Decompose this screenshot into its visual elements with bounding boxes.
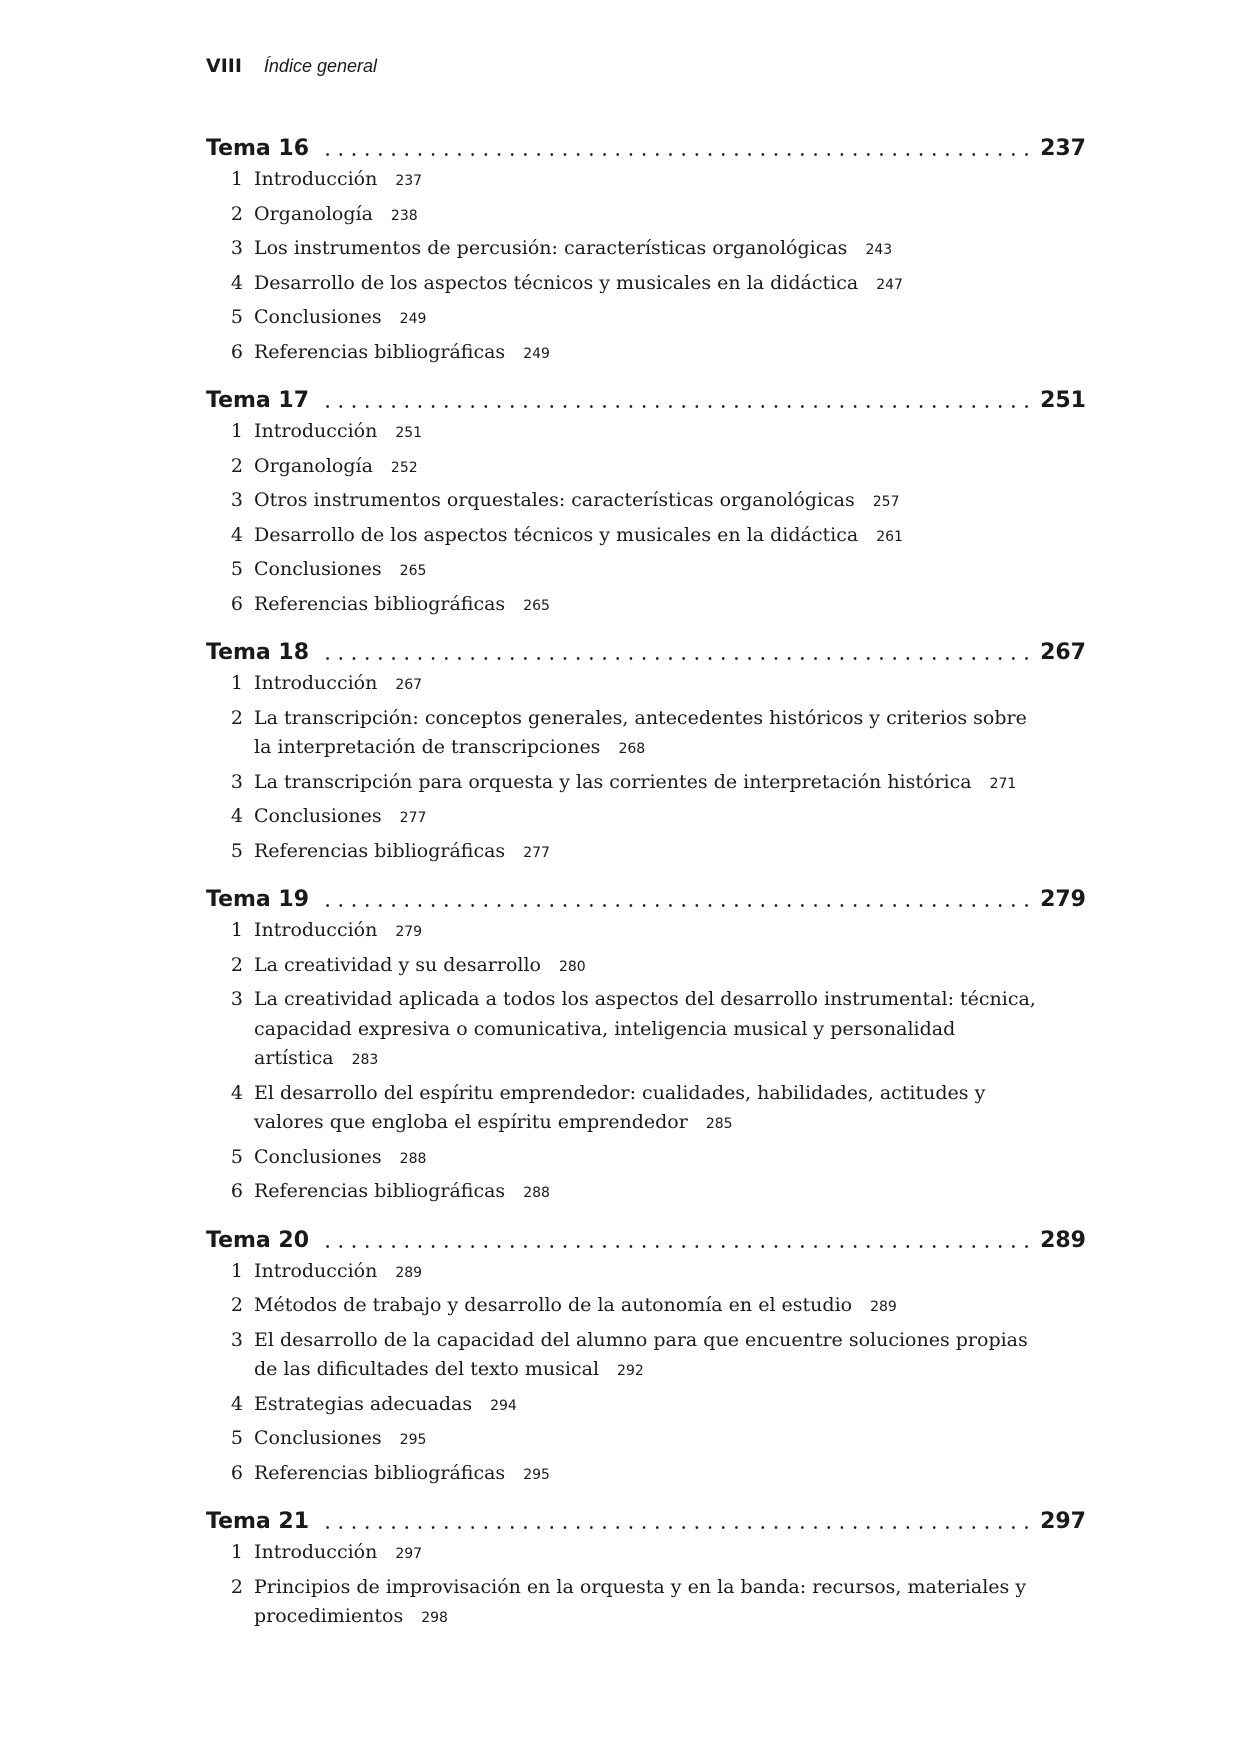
entry-page-number: 289 xyxy=(870,1299,897,1315)
entry-title: Introducción xyxy=(254,1259,378,1282)
toc-entry[interactable] xyxy=(206,1538,1086,1570)
entry-body xyxy=(254,802,1044,834)
tema-section xyxy=(206,135,1086,369)
entry-page-number: 249 xyxy=(523,345,550,362)
entry-body xyxy=(254,234,1044,266)
toc-entry[interactable] xyxy=(206,486,1086,518)
entry-list xyxy=(206,916,1086,1209)
toc-entry[interactable] xyxy=(206,234,1086,266)
entry-body xyxy=(254,417,1044,449)
toc-entry[interactable] xyxy=(206,1326,1086,1387)
entry-number: 5 xyxy=(230,1145,243,1168)
entry-page-number: 243 xyxy=(865,242,893,258)
entry-page-number: 238 xyxy=(390,207,418,224)
entry-number: 3 xyxy=(230,489,243,511)
entry-number: 2 xyxy=(230,953,243,976)
toc-entry[interactable] xyxy=(206,1177,1086,1209)
toc-entry[interactable] xyxy=(206,452,1086,484)
tema-page-number: 297 xyxy=(1040,1509,1086,1534)
entry-title: Los instrumentos de percusión: características organológicas xyxy=(254,237,848,259)
toc-entry[interactable] xyxy=(206,1390,1086,1422)
entry-title: La transcripción: conceptos generales, antecedentes históricos y criterios sobre la interpretación de transcripciones xyxy=(254,706,1027,758)
toc-entry[interactable] xyxy=(206,802,1086,834)
entry-title: Referencias bibliográficas xyxy=(254,1180,506,1202)
toc-entry[interactable] xyxy=(206,916,1086,948)
entry-page-number: 292 xyxy=(617,1363,644,1379)
entry-list xyxy=(206,1257,1086,1491)
entry-page-number: 294 xyxy=(490,1397,517,1414)
entry-body xyxy=(254,1390,1044,1422)
tema-heading[interactable] xyxy=(206,1508,1086,1538)
toc-entry[interactable] xyxy=(206,590,1086,622)
toc-entry[interactable] xyxy=(206,951,1086,983)
entry-number: 2 xyxy=(230,1575,243,1598)
entry-title: Desarrollo de los aspectos técnicos y musicales en la didáctica xyxy=(254,271,859,294)
toc-entry[interactable] xyxy=(206,1143,1086,1175)
entry-page-number: 249 xyxy=(399,311,427,327)
entry-number: 2 xyxy=(230,202,243,225)
entry-page-number: 279 xyxy=(395,924,423,940)
entry-title: La creatividad y su desarrollo xyxy=(254,953,541,976)
entry-number: 2 xyxy=(230,1294,243,1316)
entry-number: 1 xyxy=(230,1259,243,1282)
entry-list xyxy=(206,165,1086,369)
entry-number: 6 xyxy=(230,592,243,615)
toc-entry[interactable] xyxy=(206,768,1086,800)
entry-title: Conclusiones xyxy=(254,558,382,580)
entry-title: Organología xyxy=(254,454,373,477)
tema-page-number: 251 xyxy=(1040,388,1086,413)
entry-number: 4 xyxy=(230,1081,243,1104)
running-head xyxy=(206,55,1086,95)
tema-heading[interactable] xyxy=(206,639,1086,669)
entry-body xyxy=(254,521,1044,553)
entry-list xyxy=(206,669,1086,868)
entry-number: 1 xyxy=(230,1541,243,1563)
entry-title: Otros instrumentos orquestales: características organológicas xyxy=(254,489,855,511)
entry-page-number: 252 xyxy=(390,459,418,476)
entry-page-number: 277 xyxy=(523,844,550,861)
toc-page xyxy=(206,55,1086,1652)
entry-number: 5 xyxy=(230,1427,243,1449)
entry-title: Conclusiones xyxy=(254,306,382,328)
entry-number: 4 xyxy=(230,271,243,294)
entry-title: El desarrollo del espíritu emprendedor: cualidades, habilidades, actitudes y valores que engloba el espíritu emprendedor xyxy=(254,1081,986,1133)
toc-entry[interactable] xyxy=(206,269,1086,301)
entry-page-number: 295 xyxy=(523,1466,550,1483)
entry-body xyxy=(254,303,1044,335)
toc-entry[interactable] xyxy=(206,1459,1086,1491)
entry-title: Métodos de trabajo y desarrollo de la autonomía en el estudio xyxy=(254,1294,853,1316)
tema-heading[interactable] xyxy=(206,387,1086,417)
tema-label: Tema 19 xyxy=(206,887,310,912)
entry-page-number: 285 xyxy=(705,1116,733,1132)
entry-page-number: 265 xyxy=(399,563,427,579)
entry-page-number: 298 xyxy=(421,1610,448,1626)
toc-entry[interactable] xyxy=(206,1424,1086,1456)
entry-body xyxy=(254,916,1044,948)
entry-page-number: 283 xyxy=(351,1052,379,1068)
toc-entry[interactable] xyxy=(206,704,1086,765)
entry-body xyxy=(254,1459,1044,1491)
entry-title: Introducción xyxy=(254,420,378,442)
tema-label: Tema 17 xyxy=(206,388,310,413)
entry-body xyxy=(254,837,1044,869)
entry-title: Introducción xyxy=(254,919,378,941)
entry-page-number: 277 xyxy=(399,810,427,826)
entry-number: 5 xyxy=(230,839,243,862)
running-head-title: Índice general xyxy=(263,56,378,76)
toc-entry[interactable] xyxy=(206,1573,1086,1634)
entry-page-number: 271 xyxy=(989,775,1017,792)
entry-body xyxy=(254,1257,1044,1289)
entry-body xyxy=(254,269,1044,301)
tema-section xyxy=(206,639,1086,868)
entry-body xyxy=(254,452,1044,484)
entry-page-number: 268 xyxy=(618,741,646,757)
entry-title: La creatividad aplicada a todos los aspectos del desarrollo instrumental: técnica, capacidad expresiva o comunicativa, inteligencia musical y personalidad artística xyxy=(254,988,1036,1069)
entry-number: 6 xyxy=(230,1461,243,1484)
entry-number: 3 xyxy=(230,237,243,259)
entry-body xyxy=(254,200,1044,232)
entry-number: 5 xyxy=(230,306,243,328)
entry-title: Conclusiones xyxy=(254,805,382,827)
entry-number: 4 xyxy=(230,805,243,827)
dot-leader xyxy=(321,1512,1028,1532)
dot-leader xyxy=(321,1231,1028,1251)
entry-body xyxy=(254,985,1044,1076)
tema-page-number: 237 xyxy=(1040,136,1086,161)
tema-label: Tema 21 xyxy=(206,1509,310,1534)
entry-number: 1 xyxy=(230,672,243,694)
entry-title: Referencias bibliográficas xyxy=(254,1461,506,1484)
toc-entry[interactable] xyxy=(206,985,1086,1076)
tema-heading[interactable] xyxy=(206,1227,1086,1257)
page-folio: VIII xyxy=(206,55,242,77)
dot-leader xyxy=(321,643,1028,663)
toc-entry[interactable] xyxy=(206,837,1086,869)
entry-page-number: 247 xyxy=(876,276,903,293)
entry-number: 2 xyxy=(230,454,243,477)
tema-section xyxy=(206,387,1086,621)
entry-number: 2 xyxy=(230,706,243,729)
toc-entry[interactable] xyxy=(206,1257,1086,1289)
entry-body xyxy=(254,768,1044,800)
entry-title: Referencias bibliográficas xyxy=(254,839,506,862)
entry-title: Desarrollo de los aspectos técnicos y musicales en la didáctica xyxy=(254,523,859,546)
table-of-contents xyxy=(206,135,1086,1634)
entry-body xyxy=(254,1424,1044,1456)
entry-number: 1 xyxy=(230,919,243,941)
entry-body xyxy=(254,338,1044,370)
entry-title: La transcripción para orquesta y las corrientes de interpretación histórica xyxy=(254,770,972,793)
toc-entry[interactable] xyxy=(206,555,1086,587)
tema-page-number: 279 xyxy=(1040,887,1086,912)
dot-leader xyxy=(321,391,1028,411)
tema-page-number: 289 xyxy=(1040,1227,1086,1253)
toc-entry[interactable] xyxy=(206,417,1086,449)
entry-body xyxy=(254,1177,1044,1209)
entry-page-number: 280 xyxy=(558,958,586,975)
entry-page-number: 297 xyxy=(395,1546,423,1562)
toc-entry[interactable] xyxy=(206,521,1086,553)
entry-page-number: 237 xyxy=(395,173,423,189)
entry-page-number: 288 xyxy=(523,1185,550,1201)
entry-title: Referencias bibliográficas xyxy=(254,592,506,615)
entry-body xyxy=(254,1573,1044,1634)
tema-heading[interactable] xyxy=(206,886,1086,916)
entry-number: 5 xyxy=(230,558,243,580)
entry-title: Introducción xyxy=(254,672,378,694)
entry-body xyxy=(254,704,1044,765)
entry-body xyxy=(254,165,1044,197)
tema-section xyxy=(206,886,1086,1209)
entry-number: 1 xyxy=(230,420,243,442)
entry-page-number: 261 xyxy=(876,528,903,545)
toc-entry[interactable] xyxy=(206,338,1086,370)
tema-label: Tema 18 xyxy=(206,640,310,665)
tema-section xyxy=(206,1227,1086,1491)
entry-title: El desarrollo de la capacidad del alumno para que encuentre soluciones propias de las dificultades del texto musical xyxy=(254,1328,1028,1380)
entry-number: 4 xyxy=(230,523,243,546)
entry-body xyxy=(254,1538,1044,1570)
toc-entry[interactable] xyxy=(206,200,1086,232)
entry-body xyxy=(254,1326,1044,1387)
toc-entry[interactable] xyxy=(206,669,1086,701)
entry-title: Conclusiones xyxy=(254,1145,382,1168)
entry-title: Introducción xyxy=(254,168,378,190)
entry-page-number: 265 xyxy=(523,597,550,614)
entry-page-number: 288 xyxy=(399,1150,427,1167)
entry-list xyxy=(206,417,1086,621)
entry-number: 6 xyxy=(230,340,243,363)
entry-body xyxy=(254,555,1044,587)
entry-page-number: 257 xyxy=(872,494,900,510)
tema-page-number: 267 xyxy=(1040,640,1086,665)
entry-number: 3 xyxy=(230,1328,243,1351)
entry-number: 3 xyxy=(230,988,243,1010)
tema-section xyxy=(206,1508,1086,1634)
entry-title: Organología xyxy=(254,202,373,225)
entry-title: Conclusiones xyxy=(254,1427,382,1449)
toc-entry[interactable] xyxy=(206,303,1086,335)
entry-title: Referencias bibliográficas xyxy=(254,340,506,363)
entry-number: 3 xyxy=(230,770,243,793)
entry-body xyxy=(254,1291,1044,1323)
entry-page-number: 251 xyxy=(395,425,423,441)
entry-title: Principios de improvisación en la orquesta y en la banda: recursos, materiales y procedimientos xyxy=(254,1575,1027,1627)
toc-entry[interactable] xyxy=(206,165,1086,197)
entry-page-number: 295 xyxy=(399,1432,427,1448)
entry-number: 6 xyxy=(230,1180,243,1202)
entry-title: Introducción xyxy=(254,1541,378,1563)
entry-body xyxy=(254,669,1044,701)
entry-title: Estrategias adecuadas xyxy=(254,1392,473,1415)
entry-page-number: 289 xyxy=(395,1264,423,1281)
entry-page-number: 267 xyxy=(395,677,423,693)
tema-label: Tema 16 xyxy=(206,136,310,161)
entry-body xyxy=(254,1143,1044,1175)
entry-number: 1 xyxy=(230,168,243,190)
dot-leader xyxy=(321,890,1028,910)
tema-label: Tema 20 xyxy=(206,1227,310,1253)
entry-body xyxy=(254,1079,1044,1140)
dot-leader xyxy=(321,139,1028,159)
toc-entry[interactable] xyxy=(206,1079,1086,1140)
entry-body xyxy=(254,486,1044,518)
entry-list xyxy=(206,1538,1086,1634)
toc-entry[interactable] xyxy=(206,1291,1086,1323)
entry-number: 4 xyxy=(230,1392,243,1415)
tema-heading[interactable] xyxy=(206,135,1086,165)
entry-body xyxy=(254,590,1044,622)
entry-body xyxy=(254,951,1044,983)
